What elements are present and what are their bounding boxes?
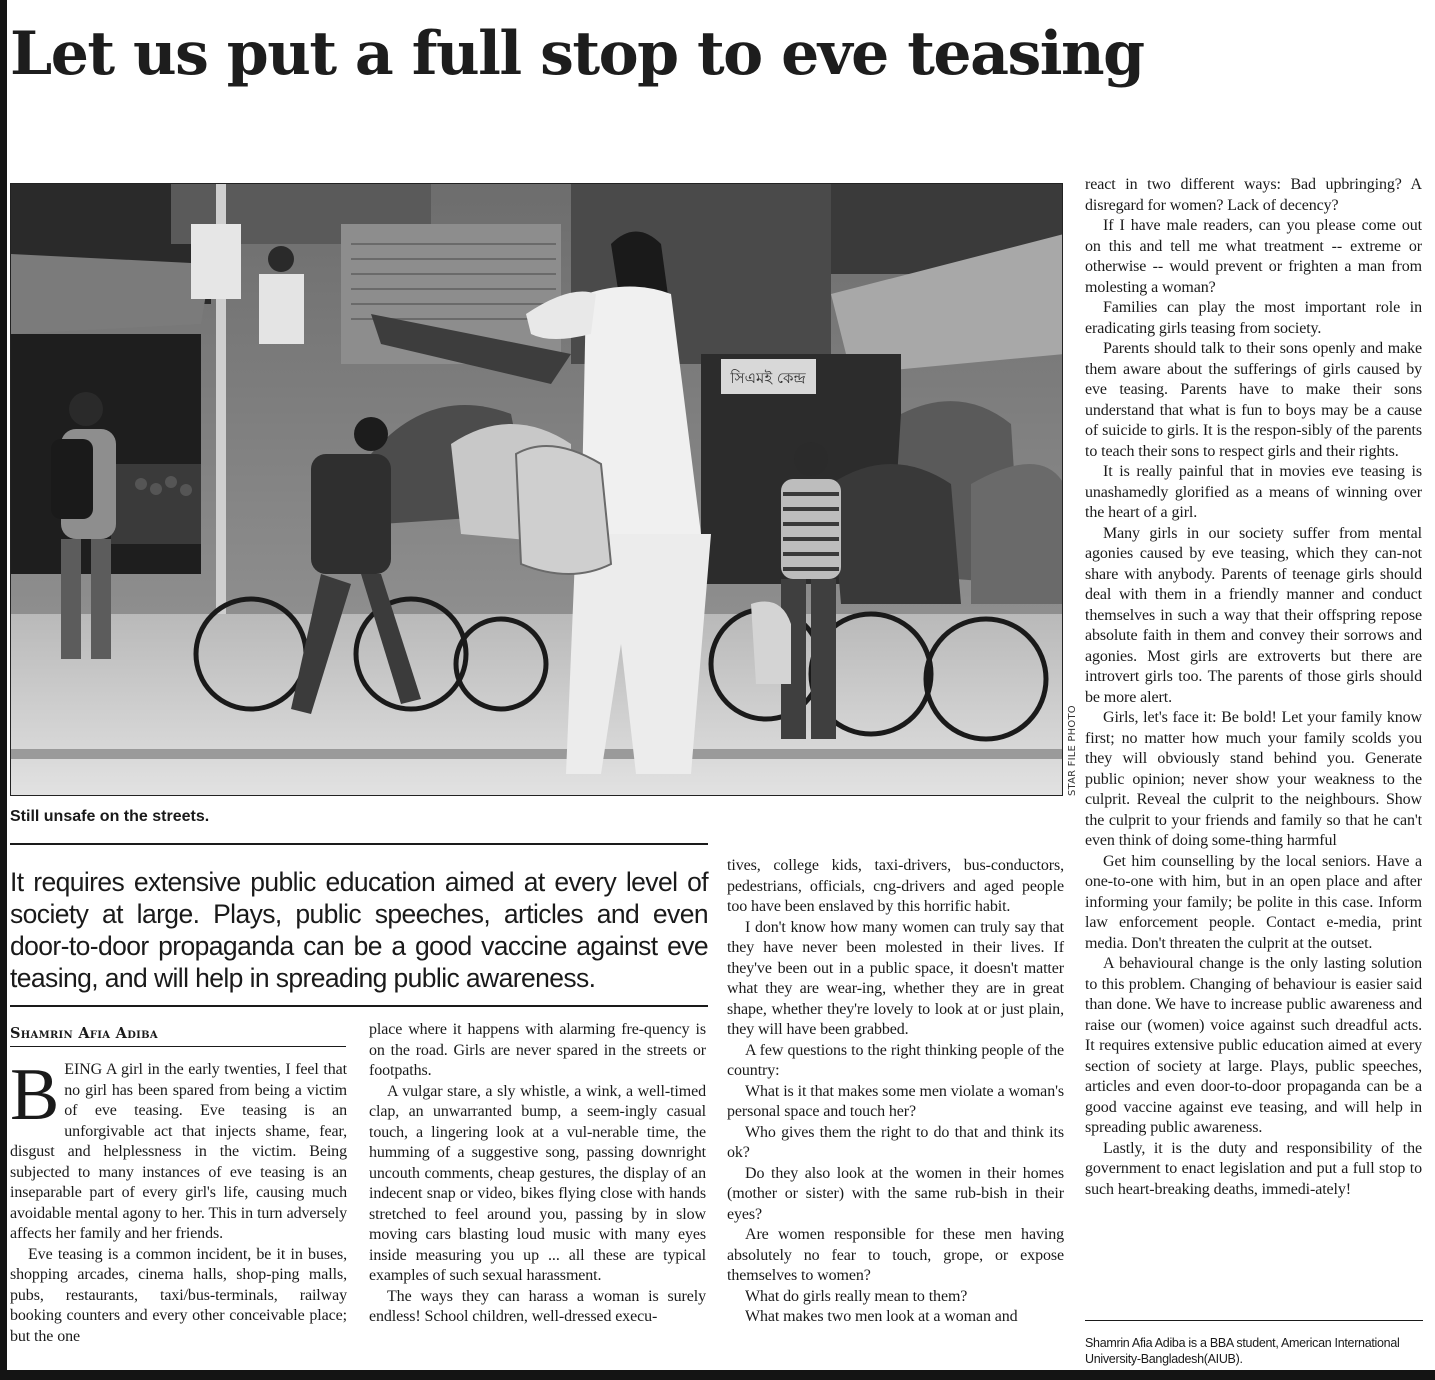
- photo-credit: STAR FILE PHOTO: [1067, 705, 1078, 796]
- signboard-text: সিএমই কেন্দ্র: [730, 369, 806, 387]
- article-paragraph: Do they also look at the women in their homes (mother or sister) with the same rub-bish in their eyes?: [727, 1164, 1064, 1223]
- page-edge-left: [0, 0, 7, 1380]
- article-paragraph: Lastly, it is the duty and responsibility of the government to enact legislation and put a full stop to such heart-breaking deaths, immedi-ately!: [1085, 1139, 1422, 1198]
- article-paragraph: What makes two men look at a woman and: [745, 1308, 1018, 1325]
- article-paragraph: Eve teasing is a common incident, be it in buses, shopping arcades, cinema halls, shop-ping malls, pubs, restaurants, taxi/bus-terminals, railway booking counters and every other conceivable place; but the one: [10, 1245, 347, 1345]
- article-paragraph: A few questions to the right thinking people of the country:: [727, 1041, 1064, 1079]
- street-photo: [10, 183, 1063, 796]
- article-paragraph: What do girls really mean to them?: [745, 1287, 968, 1305]
- drop-cap: B: [10, 1054, 60, 1136]
- article-paragraph: It is really painful that in movies eve teasing is unashamedly glorified as a means of winning over the heart of a girl.: [1085, 463, 1422, 521]
- deck-rule-bottom: [10, 1005, 708, 1007]
- article-paragraph: Many girls in our society suffer from mental agonies caused by eve teasing, which they can-not share with anybody. Parents of teenage girls should deal with them in a friendly manner and conduct themselves in such a way that their offspring repose absolute faith in them and convey their sorrows and agonies. Most girls are extroverts but there are introvert girls too. The parents of those girls should be more alert.: [1085, 524, 1422, 706]
- photo-caption: Still unsafe on the streets.: [10, 808, 210, 825]
- article-paragraph: A vulgar stare, a sly whistle, a wink, a well-timed clap, an unwarranted bump, a seem-ingly casual touch, a lingering look at a vul-nerable time, the humming of a suggestive song, passing downright uncouth comments, cheap gestures, the display of an indecent snap or video, bikes flying close with hands stretched to feel around you, passing by in slow moving cars blasting loud music with many eyes inside measuring you up ... all these are typical examples of such sexual harassment.: [369, 1082, 706, 1284]
- article-paragraph: tives, college kids, taxi-drivers, bus-conductors, pedestrians, officials, cng-drivers and aged people too have been enslaved by this horrific habit.: [727, 857, 1064, 915]
- article-paragraph: Parents should talk to their sons openly and make them aware about the sufferings of girls caused by eve teasing. Parents have to make their sons understand that what is fun to boys may be a cause of suicide to girls. It is the respon-sibly of the parents to teach their sons to respect girls and their rights.: [1085, 340, 1422, 460]
- article-paragraph: Get him counselling by the local seniors. Have a one-to-one with him, but in an open place and after informing your family; be polite in this case. Inform law enforcement people. Contact e-media, print media. Don't threaten the culprit at the outset.: [1085, 852, 1422, 952]
- article-column-2: [369, 1020, 706, 1328]
- headline: Let us put a full stop to eve teasing: [10, 19, 1144, 89]
- article-paragraph: Are women responsible for these men having absolutely no fear to touch, grope, or expose themselves to women?: [727, 1226, 1064, 1284]
- deck-pullquote: It requires extensive public education aimed at every level of society at large. Plays, public speeches, articles and even door-to-door propaganda can be a good vaccine against eve teasing, and will help in spreading public awareness.: [10, 867, 708, 993]
- page-edge-bottom: [0, 1370, 1435, 1380]
- article-paragraph: react in two different ways: Bad upbringing? A disregard for women? Lack of decency?: [1085, 176, 1422, 214]
- article-paragraph: What is it that makes some men violate a woman's personal space and touch her?: [727, 1082, 1064, 1120]
- article-column-1: [10, 1054, 347, 1347]
- article-paragraph: If I have male readers, can you please come out on this and tell me what treatment -- extreme or otherwise -- would prevent or frighten a man from molesting a woman?: [1085, 217, 1422, 296]
- article-paragraph: place where it happens with alarming fre-quency is on the road. Girls are never spared in the streets or footpaths.: [369, 1021, 706, 1079]
- article-column-4: [1085, 175, 1422, 1200]
- author-bio: Shamrin Afia Adiba is a BBA student, American International University-Bangladesh(AIUB).: [1085, 1336, 1400, 1366]
- byline-rule: [10, 1046, 346, 1047]
- article-paragraph: Families can play the most important role in eradicating girls teasing from society.: [1085, 299, 1422, 337]
- article-column-3: [727, 856, 1064, 1328]
- article-paragraph: The ways they can harass a woman is surely endless! School children, well-dressed execu-: [369, 1287, 706, 1325]
- article-paragraph: Who gives them the right to do that and think its ok?: [727, 1123, 1064, 1161]
- bio-rule: [1085, 1320, 1423, 1321]
- article-paragraph: A behavioural change is the only lasting solution to this problem. Changing of behaviour is easier said than done. We have to increase public awareness and raise our (women) voice against such dreadful acts. It requires extensive public education aimed at every section of society at large. Plays, public speeches, articles and even door-to-door propaganda can be a good vaccine against eve teasing, and will help in spreading public awareness.: [1085, 955, 1422, 1136]
- byline: Shamrin Afia Adiba: [10, 1025, 158, 1042]
- deck-rule-top: [10, 843, 708, 845]
- article-paragraph: Girls, let's face it: Be bold! Let your family know first; no matter how much your family scolds you they will obviously stand behind you. Generate public opinion; never show your weakness to the culprit. Reveal the culprit to the neighbours. Show the culprit to your friends and family so that he can't even think of doing some-thing harmful: [1085, 709, 1422, 849]
- article-paragraph: [10, 1054, 347, 1245]
- article-paragraph: I don't know how many women can truly say that they have never been molested in their lives. If they've been out in a public space, it doesn't matter what they are wear-ing, whether they are in great shape, whether they're lovely to look at or just plain, they will have been grabbed.: [727, 918, 1064, 1038]
- paragraph-text: EING A girl in the early twenties, I feel that no girl has been spared from being a victim of eve teasing. Eve teasing is an unforgivable act that injects shame, fear, disgust and helplessness in the victim. Being subjected to many instances of eve teasing is an inseparable part of every girl's life, causing much avoidable mental agony to her. This in turn adversely affects her family and her friends.: [10, 1061, 347, 1242]
